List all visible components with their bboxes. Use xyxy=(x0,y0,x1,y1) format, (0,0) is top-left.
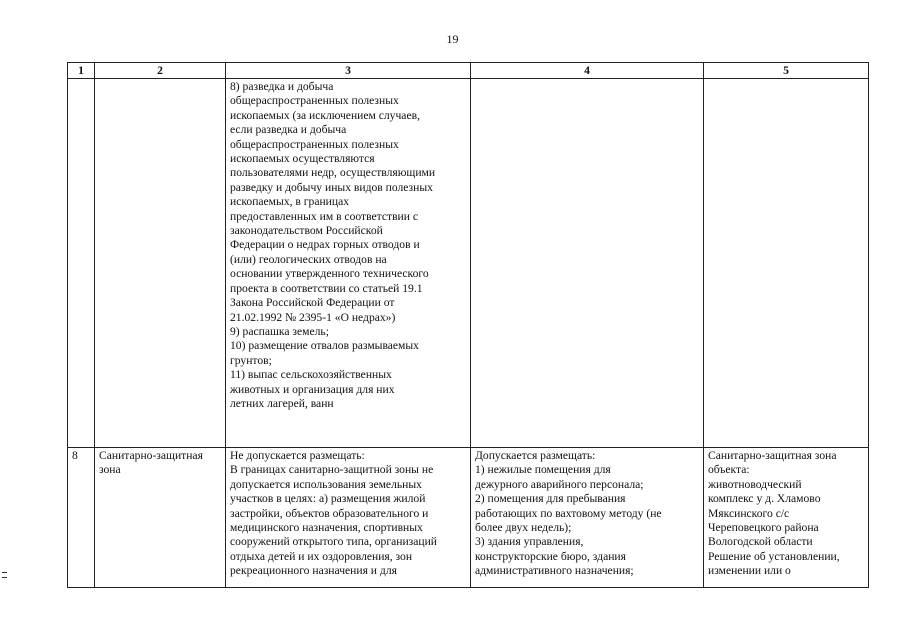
header-col-2: 2 xyxy=(95,63,226,79)
text-line: Мяксинского с/с xyxy=(708,506,790,520)
text-line: работающих по вахтовому методу (не xyxy=(475,506,662,520)
text-line: В границах санитарно-защитной зоны не xyxy=(230,463,434,477)
text-line: Допускается размещать: xyxy=(475,449,596,462)
cell-zone-name xyxy=(95,79,226,448)
cell-zone-name xyxy=(95,448,226,588)
text-line: Не допускается размещать: xyxy=(230,449,365,462)
prohibited-text xyxy=(230,449,466,579)
header-col-4: 4 xyxy=(471,63,704,79)
text-line: ископаемых осуществляются xyxy=(230,152,375,166)
text-line: объекта: xyxy=(708,463,750,477)
zones-table xyxy=(67,62,869,588)
text-line: животных и организация для них xyxy=(230,382,395,396)
text-line: зона xyxy=(99,463,121,477)
text-line: если разведка и добыча xyxy=(230,123,347,137)
text-line: отдыха детей и их оздоровления, зон xyxy=(230,549,413,563)
text-line: предоставленных им в соответствии с xyxy=(230,209,418,223)
header-col-3: 3 xyxy=(226,63,471,79)
text-line: застройки, объектов образовательного и xyxy=(230,506,429,520)
text-line: допускается использования земельных xyxy=(230,477,422,491)
text-line: грунтов; xyxy=(230,353,272,367)
text-line: рекреационного назначения и для xyxy=(230,564,397,578)
text-line: участков в целях: а) размещения жилой xyxy=(230,492,426,506)
prohibited-text xyxy=(230,80,466,411)
text-line: общераспространенных полезных xyxy=(230,137,399,151)
text-line: дежурного аварийного персонала; xyxy=(475,477,644,491)
zone-name-text xyxy=(99,449,221,478)
text-line: 21.02.1992 № 2395-1 «О недрах») xyxy=(230,310,396,324)
text-line: Федерации о недрах горных отводов и xyxy=(230,238,420,252)
text-line: 3) здания управления, xyxy=(475,535,584,549)
text-line: проекта в соответствии со статьей 19.1 xyxy=(230,281,423,295)
text-line: более двух недель); xyxy=(475,521,572,535)
allowed-text xyxy=(475,449,699,579)
text-line: конструкторские бюро, здания xyxy=(475,549,626,563)
header-col-5: 5 xyxy=(704,63,869,79)
cell-basis xyxy=(704,448,869,588)
basis-text xyxy=(708,449,864,579)
text-line: общераспространенных полезных xyxy=(230,94,399,108)
text-line: Решение об установлении, xyxy=(708,549,840,563)
text-line: 2) помещения для пребывания xyxy=(475,492,626,506)
table-row-continued xyxy=(68,79,869,448)
text-line: летних лагерей, ванн xyxy=(230,396,334,410)
cell-number xyxy=(68,79,95,448)
text-line: Вологодской области xyxy=(708,535,813,549)
text-line: разведку и добычу иных видов полезных xyxy=(230,180,433,194)
cell-number: 8 xyxy=(68,448,95,588)
text-line: комплекс у д. Хламово xyxy=(708,492,821,506)
text-line: сооружений открытого типа, организаций xyxy=(230,535,438,549)
text-line: Санитарно-защитная зона xyxy=(708,449,837,462)
text-line: Череповецкого района xyxy=(708,521,819,535)
text-line: животноводческий xyxy=(708,477,802,491)
cell-allowed xyxy=(471,448,704,588)
text-line: законодательством Российской xyxy=(230,224,383,238)
text-line: пользователями недр, осуществляющими xyxy=(230,166,436,180)
cell-allowed xyxy=(471,79,704,448)
text-line: административного назначения; xyxy=(475,564,634,578)
text-line: Санитарно-защитная xyxy=(99,449,203,462)
text-line: Закона Российской Федерации от xyxy=(230,296,395,310)
cell-prohibited xyxy=(226,448,471,588)
cell-basis xyxy=(704,79,869,448)
text-line: медицинского назначения, спортивных xyxy=(230,521,423,535)
text-line: 10) размещение отвалов размываемых xyxy=(230,339,419,353)
text-line: 11) выпас сельскохозяйственных xyxy=(230,368,392,382)
cell-prohibited xyxy=(226,79,471,448)
header-col-1: 1 xyxy=(68,63,95,79)
header-row xyxy=(68,63,869,79)
table-row-8 xyxy=(68,448,869,588)
text-line: 9) распашка земель; xyxy=(230,324,329,338)
text-line: 1) нежилые помещения для xyxy=(475,463,611,477)
text-line: 8) разведка и добыча xyxy=(230,80,334,93)
text-line: ископаемых, в границах xyxy=(230,195,350,209)
margin-mark xyxy=(2,572,7,578)
text-line: ископаемых (за исключением случаев, xyxy=(230,108,420,122)
text-line: основании утвержденного технического xyxy=(230,267,429,281)
text-line: изменении или о xyxy=(708,564,791,578)
text-line: (или) геологических отводов на xyxy=(230,252,387,266)
page-number: 19 xyxy=(446,32,459,46)
